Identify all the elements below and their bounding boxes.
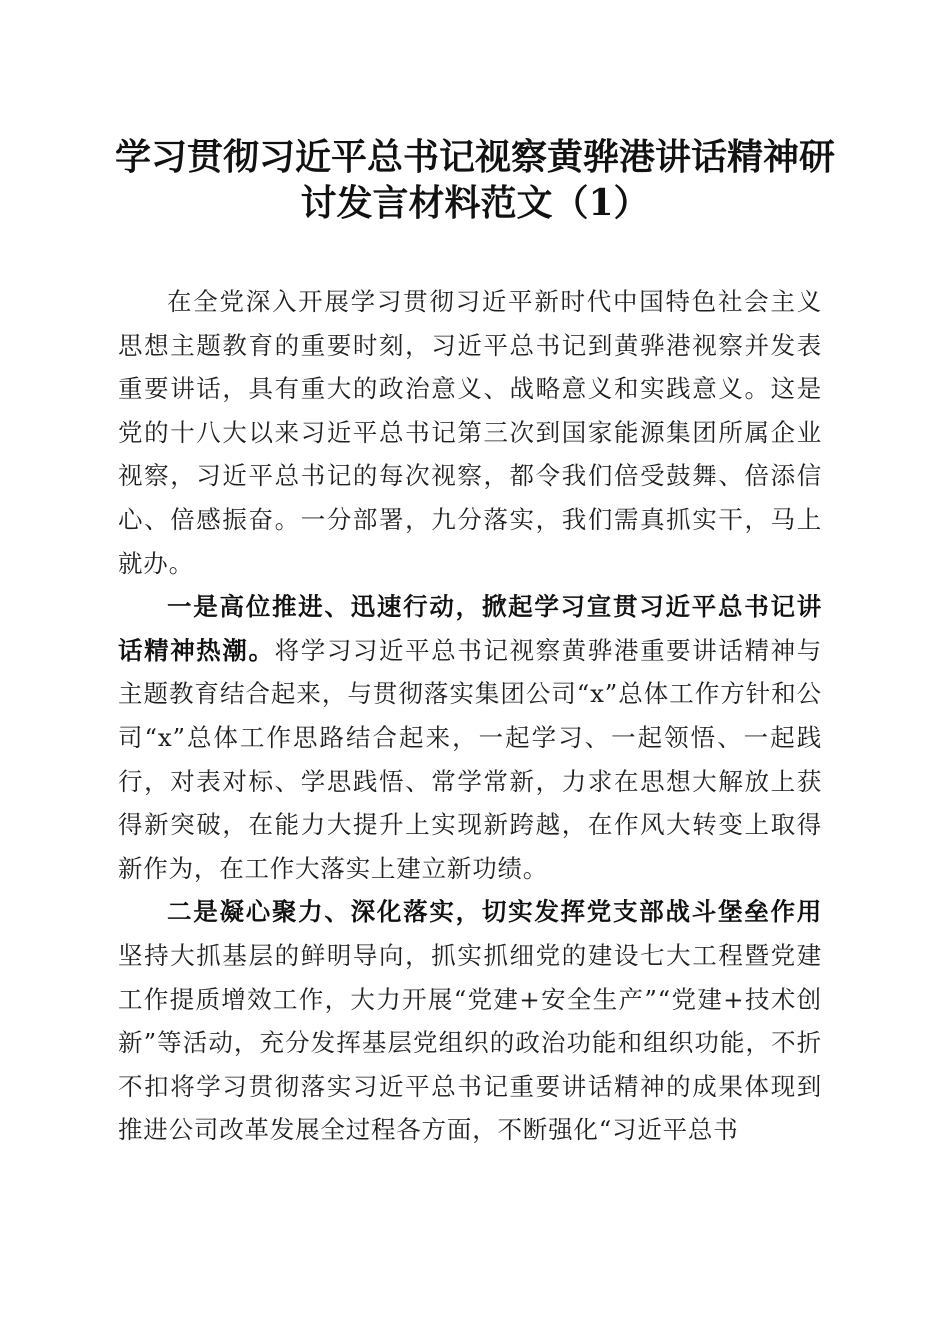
title-line-2: 讨发言材料范文（1） — [300, 182, 650, 224]
paragraph-lead: 二是凝心聚力、深化落实，切实发挥党支部战斗堡垒作用 — [167, 897, 822, 927]
paragraph-point-one — [118, 585, 822, 890]
title-line-1: 学习贯彻习近平总书记视察黄骅港讲话精神研 — [114, 136, 835, 178]
paragraph-lead: 一是高位推进、迅速行动，掀起学习宣贯习近平总书记讲话精神热潮。 — [118, 592, 822, 665]
paragraph-text: 将学习习近平总书记视察黄骅港重要讲话精神与主题教育结合起来，与贯彻落实集团公司“x”总体工作方针和公司“x”总体工作思路结合起来，一起学习、一起领悟、一起践行，对表对标、学思践悟、常学常新，力求在思想大解放上获得新突破，在能力大提升上实现新跨越，在作风大转变上取得新作为，在工作大落实上建立新功绩。 — [118, 635, 822, 883]
paragraph-intro — [118, 280, 822, 585]
paragraph-text: 在全党深入开展学习贯彻习近平新时代中国特色社会主义思想主题教育的重要时刻，习近平总书记到黄骅港视察并发表重要讲话，具有重大的政治意义、战略意义和实践意义。这是党的十八大以来习近平总书记第三次到国家能源集团所属企业视察，习近平总书记的每次视察，都令我们倍受鼓舞、倍添信心、倍感振奋。一分部署，九分落实，我们需真抓实干，马上就办。 — [118, 287, 822, 578]
paragraph-point-two — [118, 890, 822, 1152]
document-title — [100, 134, 850, 226]
document-body — [118, 280, 822, 1152]
paragraph-text: 坚持大抓基层的鲜明导向，抓实抓细党的建设七大工程暨党建工作提质增效工作，大力开展“党建+安全生产”“党建+技术创新”等活动，充分发挥基层党组织的政治功能和组织功能，不折不扣将学习贯彻落实习近平总书记重要讲话精神的成果体现到推进公司改革发展全过程各方面，不断强化“习近平总书 — [118, 940, 823, 1145]
